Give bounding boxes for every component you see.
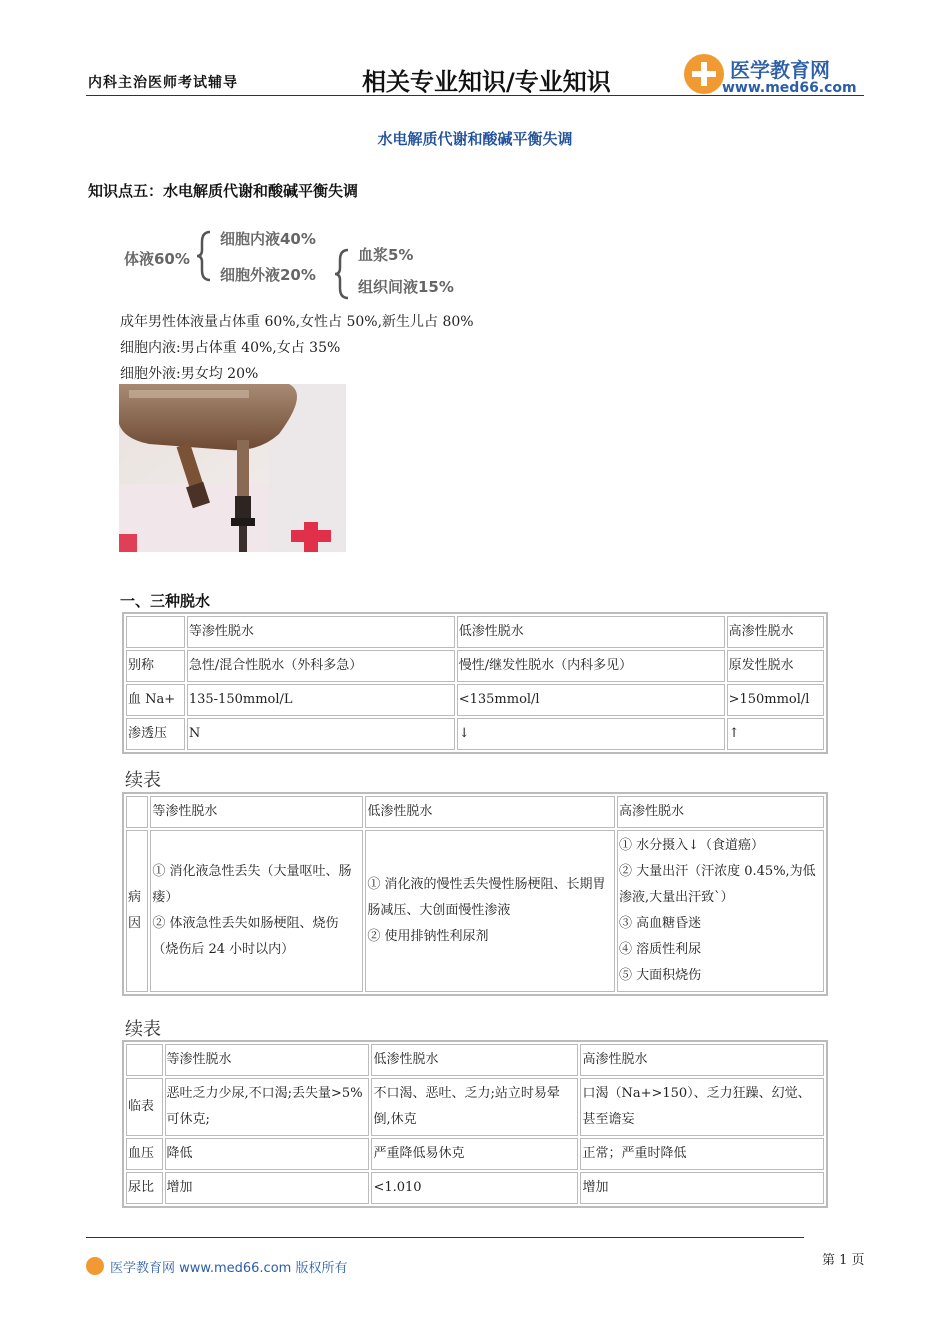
dehydration-table-1 (122, 612, 828, 754)
diagram-interstitial: 组织间液15% (358, 278, 454, 296)
table-cell: 低渗性脱水 (365, 796, 615, 828)
paragraph: 成年男性体液量占体重 60%,女性占 50%,新生儿占 80% (120, 314, 474, 330)
table-row (126, 718, 824, 750)
table-row (126, 830, 824, 992)
table-cell: 慢性/继发性脱水（内科多见） (457, 650, 725, 682)
table-row (126, 1078, 824, 1136)
table-row (126, 1172, 824, 1204)
footer-divider (86, 1237, 804, 1238)
logo-name: 医学教育网 (730, 58, 830, 82)
table-cell: N (187, 718, 455, 750)
page-number: 第 1 页 (822, 1253, 865, 1268)
table-cell: 等渗性脱水 (187, 616, 455, 648)
footer-copyright[interactable]: 医学教育网 www.med66.com 版权所有 (110, 1261, 348, 1276)
table-cell: <1.010 (371, 1172, 578, 1204)
cause-line: ② 大量出汗（汗浓度 0.45%,为低渗液,大量出汗致`） (618, 864, 816, 905)
table-cell: 原发性脱水 (727, 650, 824, 682)
subheading: 一、三种脱水 (120, 592, 211, 610)
table-cell: ↑ (727, 718, 824, 750)
header-title: 相关专业知识/专业知识 (362, 68, 611, 96)
continued-label: 续表 (125, 1019, 161, 1040)
cause-line: ② 体液急性丢失如肠梗阻、烧伤（烧伤后 24 小时以内） (152, 916, 339, 957)
cause-line: ① 水分摄入↓（食道癌） (618, 838, 765, 853)
section-heading: 知识点五：水电解质代谢和酸碱平衡失调 (88, 182, 359, 200)
table-cell (365, 830, 615, 992)
site-logo[interactable] (684, 54, 869, 98)
table-cell: 增加 (165, 1172, 370, 1204)
table-cell: 血压 (126, 1138, 163, 1170)
table-cell: <135mmol/l (457, 684, 725, 716)
body-fluid-diagram (122, 224, 482, 300)
table-cell: 等渗性脱水 (165, 1044, 370, 1076)
table-cell: 口渴（Na+>150）、乏力狂躁、幻觉、甚至谵妄 (580, 1078, 824, 1136)
table-row (126, 650, 824, 682)
cause-line: ③ 高血糖昏迷 (618, 916, 702, 931)
table-cell: 高渗性脱水 (617, 796, 824, 828)
table-cell (617, 830, 824, 992)
table-header-row (126, 796, 824, 828)
table-cell: 135-150mmol/L (187, 684, 455, 716)
table-cell: ↓ (457, 718, 725, 750)
diagram-intracellular: 细胞内液40% (220, 230, 316, 248)
table-cell (126, 796, 148, 828)
table-cell: 血 Na+ (126, 684, 185, 716)
cause-line: ① 消化液急性丢失（大量呕吐、肠瘘） (152, 864, 352, 905)
iv-bag-photo (119, 384, 346, 552)
table-cell: 临表 (126, 1078, 163, 1136)
cross-logo-icon (684, 54, 724, 94)
diagram-extracellular: 细胞外液20% (220, 266, 316, 284)
table-cell: 高渗性脱水 (580, 1044, 824, 1076)
table-header-row (126, 1044, 824, 1076)
diagram-plasma: 血浆5% (358, 246, 414, 264)
table-cell: 降低 (165, 1138, 370, 1170)
diagram-root: 体液60% (124, 250, 190, 268)
table-cell (126, 1044, 163, 1076)
cause-line: ⑤ 大面积烧伤 (618, 968, 702, 983)
cause-line: ② 使用排钠性利尿剂 (367, 929, 489, 944)
table-row (126, 1138, 824, 1170)
table-cell: >150mmol/l (727, 684, 824, 716)
table-cell: 正常；严重时降低 (580, 1138, 824, 1170)
table-cell: 高渗性脱水 (727, 616, 824, 648)
table-row (126, 684, 824, 716)
header-divider (86, 95, 864, 96)
table-cell: 病因 (126, 830, 148, 992)
header-subject: 内科主治医师考试辅导 (88, 75, 238, 91)
table-cell: 渗透压 (126, 718, 185, 750)
table-cell: 低渗性脱水 (371, 1044, 578, 1076)
table-cell: 等渗性脱水 (150, 796, 363, 828)
table-cell (126, 616, 185, 648)
paragraph: 细胞内液:男占体重 40%,女占 35% (120, 340, 341, 356)
cause-line: ④ 溶质性利尿 (618, 942, 702, 957)
dehydration-table-3 (122, 1040, 828, 1208)
table-cell: 严重降低易休克 (371, 1138, 578, 1170)
logo-url: www.med66.com (722, 80, 857, 96)
document-title: 水电解质代谢和酸碱平衡失调 (377, 130, 573, 148)
table-cell (150, 830, 363, 992)
cross-logo-icon (86, 1257, 104, 1275)
brace-icon (196, 230, 214, 282)
brace-icon (334, 248, 352, 300)
table-cell: 增加 (580, 1172, 824, 1204)
paragraph: 细胞外液:男女均 20% (120, 366, 259, 382)
table-cell: 不口渴、恶吐、乏力;站立时易晕倒,休克 (371, 1078, 578, 1136)
dehydration-table-2 (122, 792, 828, 996)
table-cell: 急性/混合性脱水（外科多急） (187, 650, 455, 682)
cause-line: ① 消化液的慢性丢失慢性肠梗阻、长期胃肠减压、大创面慢性渗液 (367, 877, 606, 918)
table-header-row (126, 616, 824, 648)
table-cell: 低渗性脱水 (457, 616, 725, 648)
continued-label: 续表 (125, 770, 161, 791)
table-cell: 尿比 (126, 1172, 163, 1204)
table-cell: 恶吐乏力少尿,不口渴;丢失量>5%可休克; (165, 1078, 370, 1136)
table-cell: 别称 (126, 650, 185, 682)
